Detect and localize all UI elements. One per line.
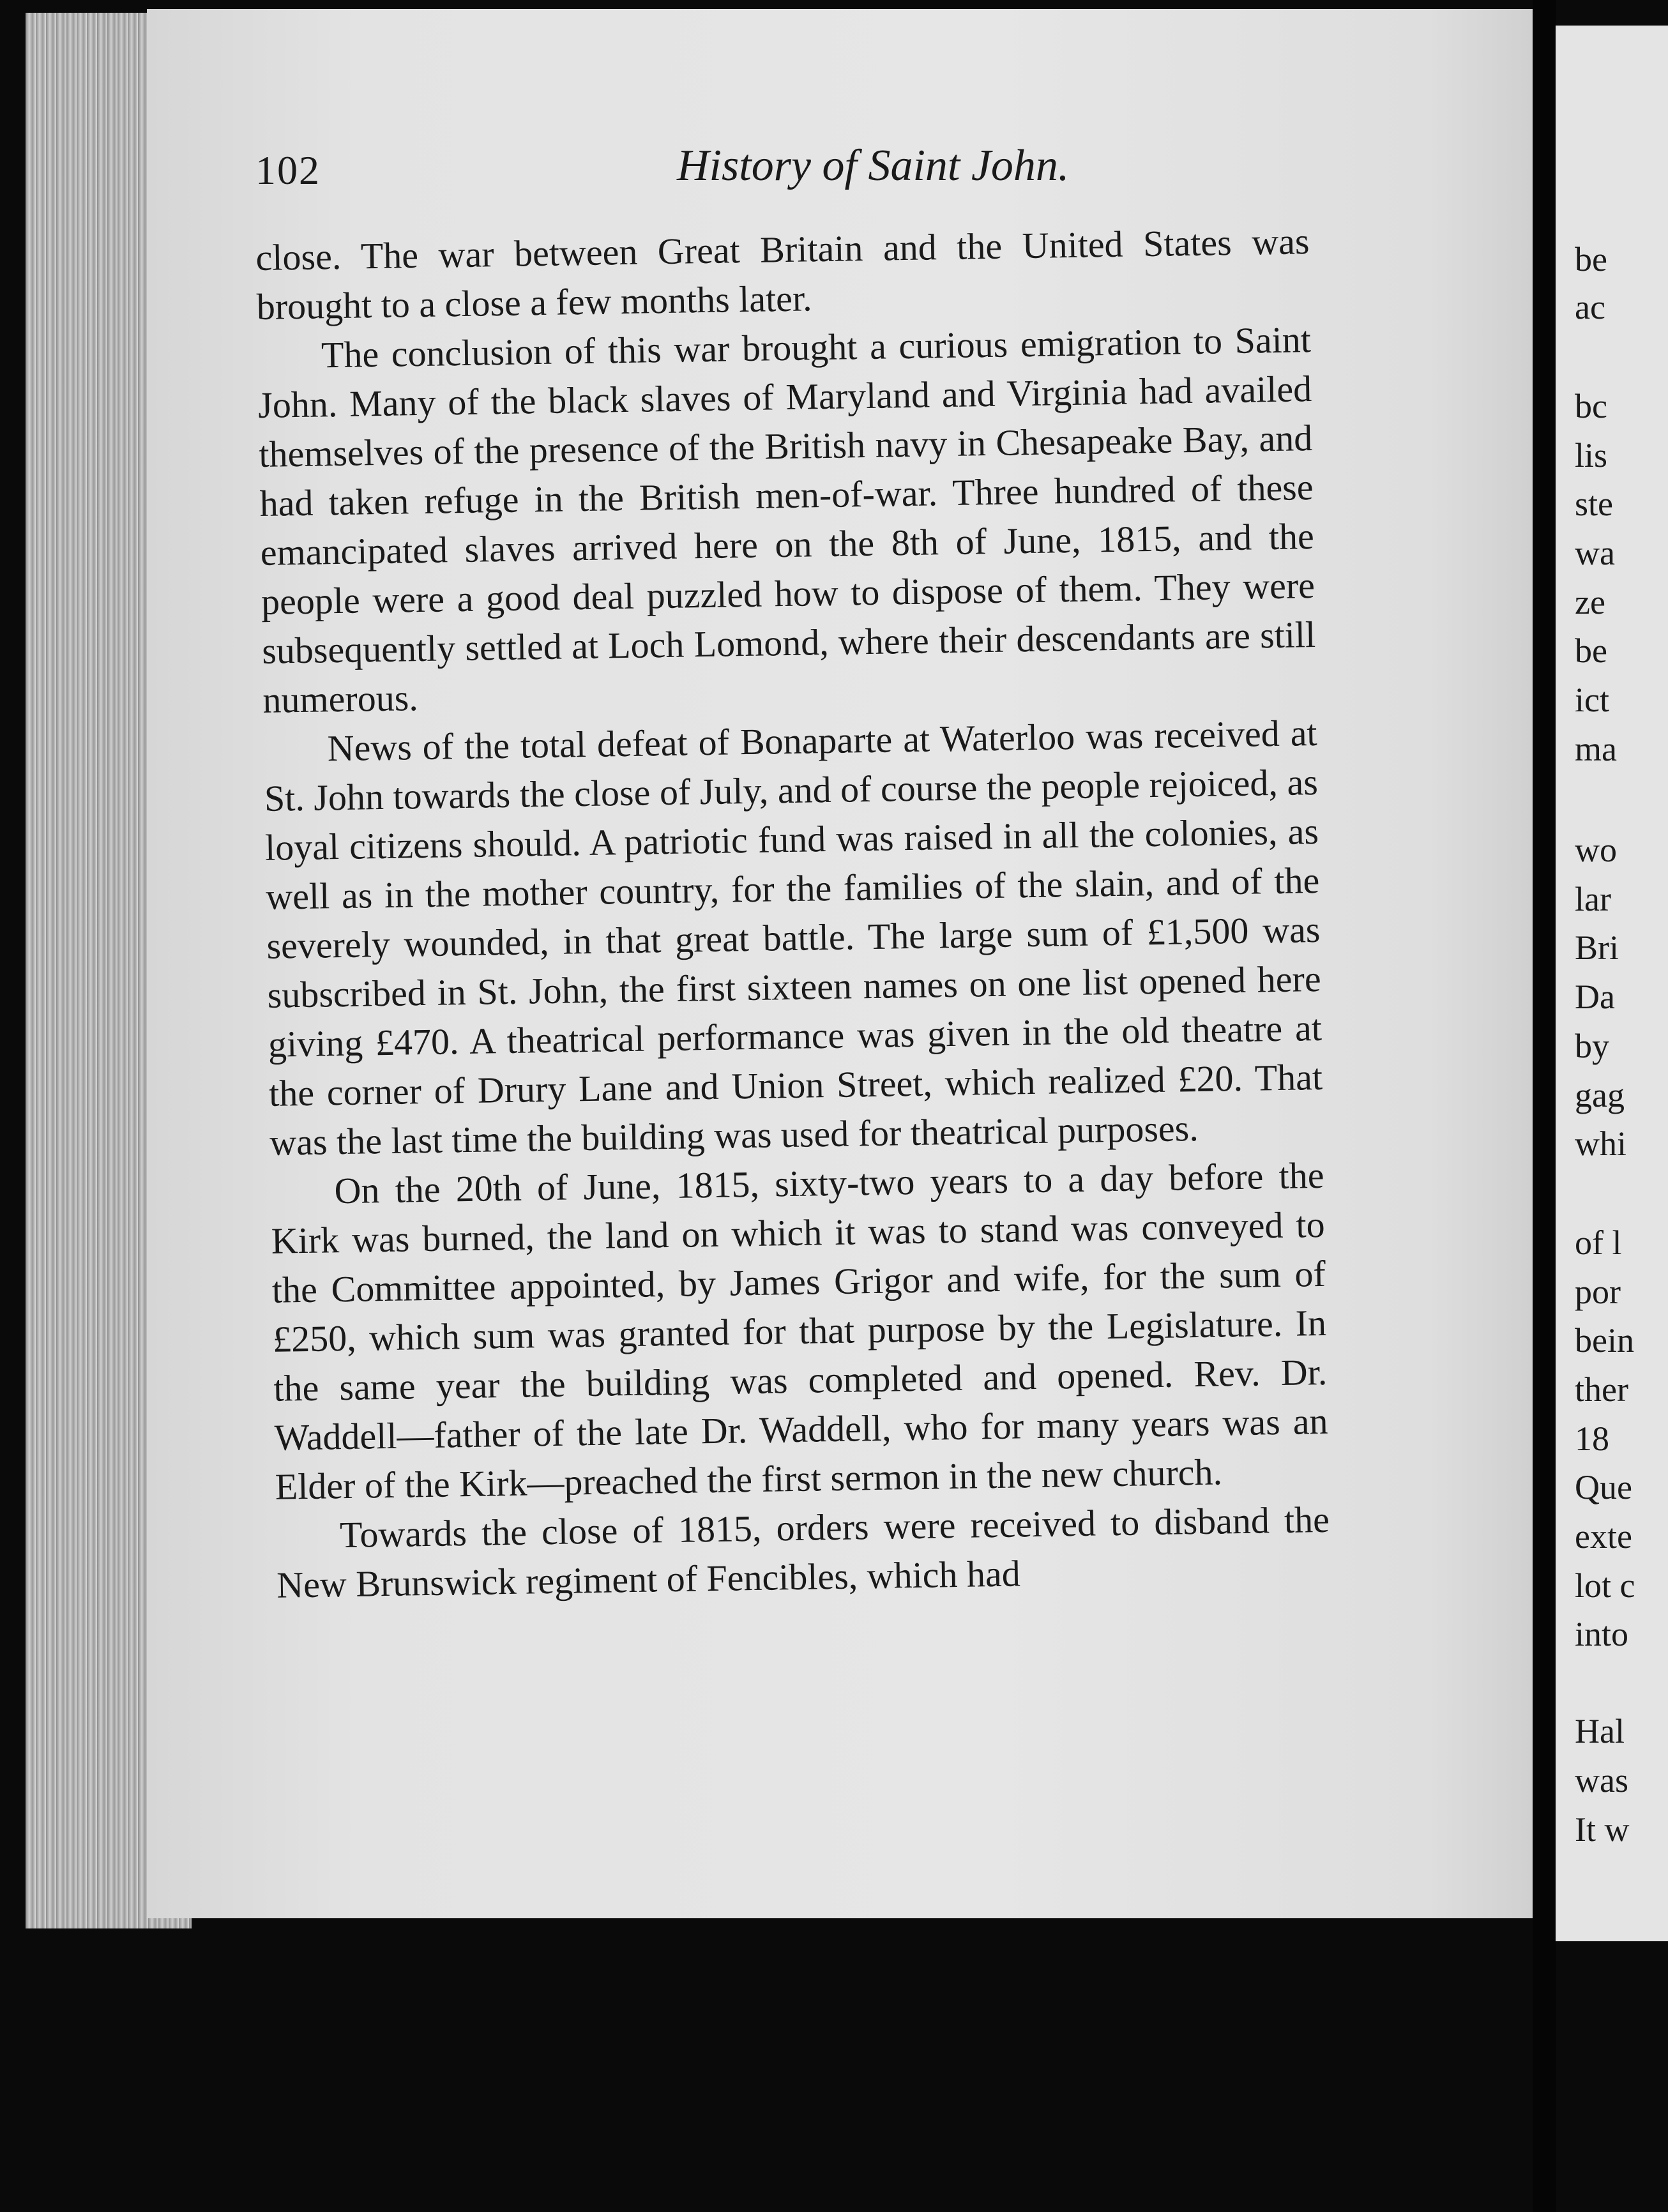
right-page-fragment: bein [1575, 1321, 1634, 1360]
right-page-fragment: ac [1575, 288, 1605, 326]
book-gutter [1533, 0, 1556, 2212]
right-page-fragment: exte [1575, 1517, 1632, 1556]
right-page-fragment: ict [1575, 681, 1609, 719]
right-page-fragment: gag [1575, 1076, 1625, 1114]
right-page-fragment: lar [1575, 880, 1611, 918]
paragraph: The conclusion of this war brought a curious emigration to Saint John. Many of the black slaves of Maryland and Virginia had availed themselves of the presence of the British navy in Chesapeake Bay, and had taken refuge in the British men-of-war. Three hundred of these emancipated slaves arrived here on the 8th of June, 1815, and the people were a good deal puzzled how to dispose of them. They were subsequently settled at Loch Lomond, where their descendants are still numerous. [257, 319, 1316, 721]
right-page-fragment: Da [1575, 978, 1615, 1016]
body-text [255, 216, 1331, 1610]
right-page-fragment: It w [1575, 1810, 1630, 1849]
right-page-fragment: ma [1575, 730, 1617, 768]
page-number: 102 [255, 148, 321, 193]
right-page-fragment: ther [1575, 1370, 1628, 1409]
right-page-fragment: 18 [1575, 1420, 1609, 1458]
paragraph: close. The war between Great Britain and the United States was brought to a close a few months later. [255, 220, 1310, 328]
right-page-fragment: into [1575, 1615, 1629, 1653]
right-page-fragment: was [1575, 1761, 1628, 1799]
paragraph: Towards the close of 1815, orders were received to disband the New Brunswick regiment of Fencibles, which had [276, 1498, 1330, 1606]
right-page-fragment: por [1575, 1273, 1621, 1311]
right-page-fragment: wa [1575, 534, 1615, 572]
right-page-fragment: Hal [1575, 1712, 1625, 1750]
paragraph: On the 20th of June, 1815, sixty-two years to a day before the Kirk was burned, the land on which it was to stand was conveyed to the Committee appointed, by James Grigor and wife, for the sum of £250, which sum was granted for that purpose by the Legislature. In the same year the building was completed and opened. Rev. Dr. Waddell—father of the late Dr. Waddell, who for many years was an Elder of the Kirk—preached the first sermon in the new church. [271, 1154, 1328, 1508]
right-page-fragment: ze [1575, 583, 1605, 621]
right-page [1556, 26, 1668, 1941]
right-page-fragment: bc [1575, 387, 1607, 425]
right-page-fragment: whi [1575, 1125, 1626, 1163]
right-page-fragment: Bri [1575, 928, 1619, 967]
right-page-fragment: wo [1575, 831, 1617, 869]
right-page-fragment: lis [1575, 436, 1608, 474]
right-page-fragment: Que [1575, 1468, 1632, 1506]
running-title: History of Saint John. [677, 141, 1070, 190]
right-page-fragment: by [1575, 1027, 1609, 1065]
right-page-fragment: ste [1575, 485, 1613, 523]
right-page-fragment: lot c [1575, 1566, 1635, 1605]
right-page-fragment: be [1575, 632, 1607, 670]
right-page-fragment: of l [1575, 1223, 1622, 1262]
right-page-fragment: be [1575, 240, 1607, 278]
paragraph: News of the total defeat of Bonaparte at Waterloo was received at St. John towards the close of July, and of course the people rejoiced, as loyal citizens should. A patriotic fund was raised in all the colonies, as well as in the mother country, for the families of the slain, and of the severely wounded, in that great battle. The large sum of £1,500 was subscribed in St. John, the first sixteen names on one list opened here giving £470. A theatrical performance was given in the old theatre at the corner of Drury Lane and Union Street, which realized £20. That was the last time the building was used for theatrical purposes. [264, 711, 1323, 1163]
